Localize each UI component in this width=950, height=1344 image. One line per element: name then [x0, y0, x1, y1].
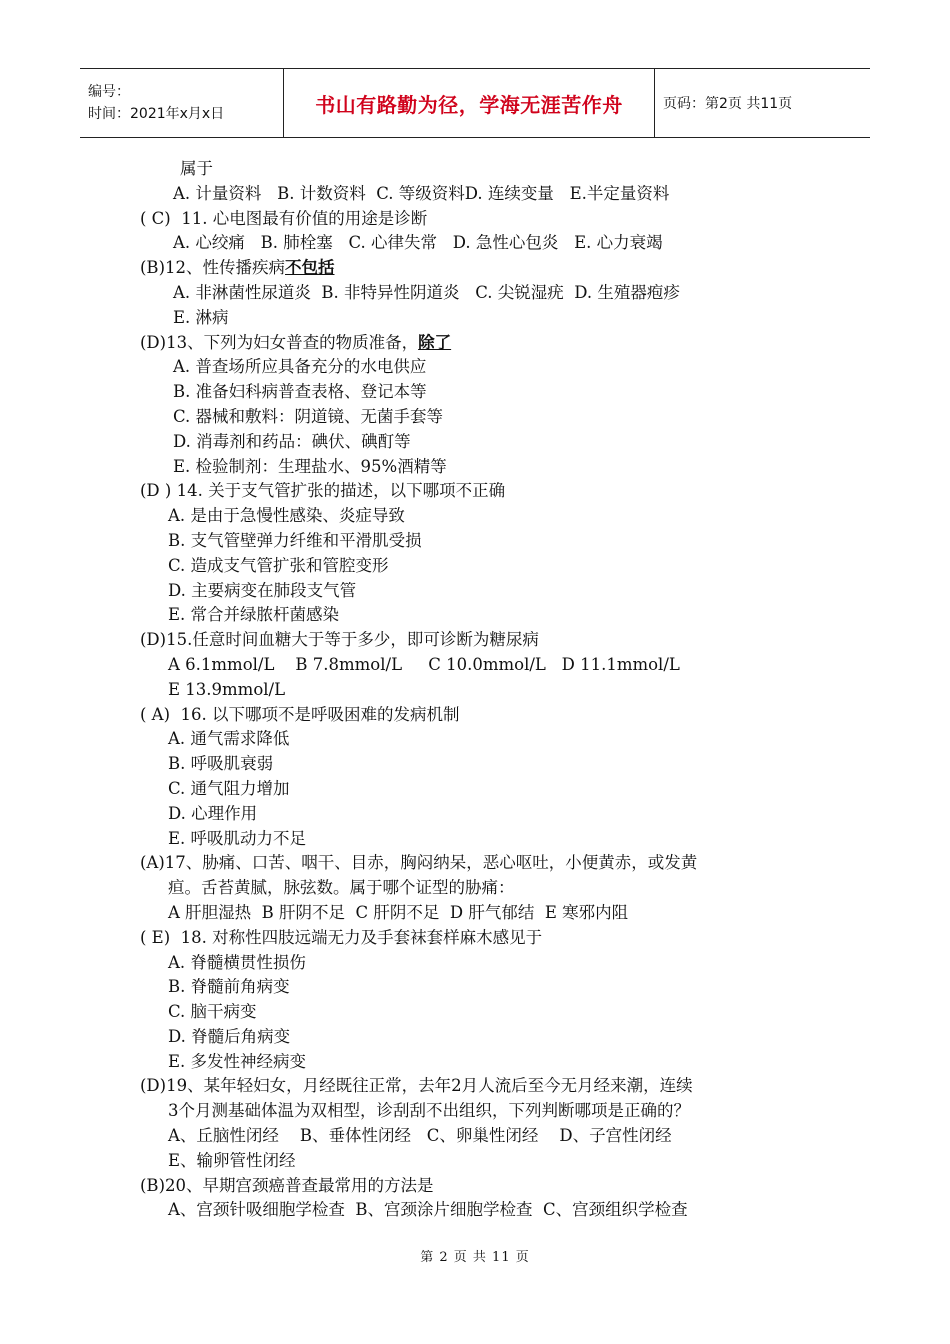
question-line [140, 851, 830, 876]
option-line [140, 529, 830, 554]
line-text: A. 是由于急慢性感染、炎症导致 [168, 506, 405, 526]
line-text: A 6.1mmol/L B 7.8mmol/L C 10.0mmol/L D 11.1mmol/L [168, 654, 680, 674]
line-text: D. 心理作用 [168, 803, 258, 823]
line-text: (B)20、早期宫颈癌普查最常用的方法是 [140, 1175, 434, 1195]
line-text: A 肝胆湿热 B 肝阴不足 C 肝阴不足 D 肝气郁结 E 寒邪内阻 [168, 902, 629, 922]
question-line [140, 479, 830, 504]
question-line [140, 331, 830, 356]
line-text: 疸。舌苔黄腻，脉弦数。属于哪个证型的胁痛： [168, 878, 515, 898]
option-line [140, 777, 830, 802]
option-line [140, 1050, 830, 1075]
emphasis-text: 不包括 [285, 258, 335, 278]
line-text: (D)13、下列为妇女普查的物质准备， [140, 332, 419, 352]
option-line [140, 1149, 830, 1174]
line-text: A. 非淋菌性尿道炎 B. 非特异性阴道炎 C. 尖锐湿疣 D. 生殖器疱疹 [173, 282, 680, 302]
header-motto-cell [283, 69, 655, 137]
line-text: A. 脊髓横贯性损伤 [168, 952, 306, 972]
line-text: A. 心绞痛 B. 肺栓塞 C. 心律失常 D. 急性心包炎 E. 心力衰竭 [173, 233, 663, 253]
line-text: C. 脑干病变 [168, 1002, 257, 1022]
option-line [140, 802, 830, 827]
option-line [140, 306, 830, 331]
question-line [140, 256, 830, 281]
option-line [140, 678, 830, 703]
line-text: ( C) 11. 心电图最有价值的用途是诊断 [140, 208, 428, 228]
line-text: E. 常合并绿脓杆菌感染 [168, 605, 340, 625]
header-motto: 书山有路勤为径，学海无涯苦作舟 [315, 92, 623, 117]
option-line [140, 727, 830, 752]
option-line [140, 504, 830, 529]
question-line [140, 1174, 830, 1199]
document-time-label: 时间：2021年x月x日 [88, 106, 225, 122]
line-text: B. 脊髓前角病变 [168, 977, 290, 997]
emphasis-text: 除了 [418, 332, 452, 352]
line-text: A. 计量资料 B. 计数资料 C. 等级资料D. 连续变量 E.半定量资料 [173, 183, 670, 203]
line-text: ( A) 16. 以下哪项不是呼吸困难的发病机制 [140, 704, 460, 724]
line-text: D. 主要病变在肺段支气管 [168, 580, 357, 600]
line-text: A. 通气需求降低 [168, 729, 290, 749]
line-text: B. 支气管壁弹力纤维和平滑肌受损 [168, 530, 422, 550]
line-text: D. 脊髓后角病变 [168, 1026, 291, 1046]
question-line [140, 207, 830, 232]
header-meta [80, 69, 283, 137]
line-text: C. 造成支气管扩张和管腔变形 [168, 555, 389, 575]
option-line [140, 975, 830, 1000]
option-line [140, 827, 830, 852]
option-line [140, 1198, 830, 1223]
option-line [140, 876, 830, 901]
line-text: D. 消毒剂和药品：碘伏、碘酊等 [173, 431, 411, 451]
line-text: A、宫颈针吸细胞学检查 B、宫颈涂片细胞学检查 C、宫颈组织学检查 [168, 1200, 688, 1220]
question-line [140, 1074, 830, 1099]
line-text: (D)15.任意时间血糖大于等于多少，即可诊断为糖尿病 [140, 630, 539, 650]
line-text: B. 准备妇科病普查表格、登记本等 [173, 382, 427, 402]
option-line [140, 901, 830, 926]
option-line [140, 157, 830, 182]
line-text: E. 多发性神经病变 [168, 1051, 307, 1071]
option-line [140, 1025, 830, 1050]
header-page-cell [655, 69, 870, 137]
option-line [140, 455, 830, 480]
page-header [80, 68, 870, 138]
option-line [140, 1099, 830, 1124]
line-text: 3个月测基础体温为双相型，诊刮刮不出组织，下列判断哪项是正确的？ [168, 1101, 690, 1121]
line-text: E. 呼吸肌动力不足 [168, 828, 307, 848]
option-line [140, 281, 830, 306]
question-line [140, 926, 830, 951]
line-text: 属于 [180, 159, 213, 178]
option-line [140, 653, 830, 678]
line-text: ( E) 18. 对称性四肢远端无力及手套袜套样麻木感见于 [140, 927, 543, 947]
option-line [140, 554, 830, 579]
line-text: C. 器械和敷料：阴道镜、无菌手套等 [173, 406, 444, 426]
exam-questions [140, 157, 830, 1223]
option-line [140, 1000, 830, 1025]
option-line [140, 182, 830, 207]
line-text: A、丘脑性闭经 B、垂体性闭经 C、卵巢性闭经 D、子宫性闭经 [168, 1126, 672, 1146]
line-text: (D ) 14. 关于支气管扩张的描述，以下哪项不正确 [140, 481, 506, 501]
option-line [140, 579, 830, 604]
line-text: (D)19、某年轻妇女，月经既往正常，去年2月人流后至今无月经来潮，连续 [140, 1076, 693, 1096]
option-line [140, 752, 830, 777]
line-text: (B)12、性传播疾病 [140, 258, 285, 278]
option-line [140, 231, 830, 256]
page-footer: 第 2 页 共 11 页 [420, 1250, 530, 1265]
option-line [140, 430, 830, 455]
line-text: B. 呼吸肌衰弱 [168, 754, 274, 774]
line-text: E、输卵管性闭经 [168, 1150, 296, 1170]
question-line [140, 628, 830, 653]
line-text: E 13.9mmol/L [168, 679, 286, 699]
line-text: A. 普查场所应具备充分的水电供应 [173, 357, 427, 377]
option-line [140, 355, 830, 380]
line-text: E. 检验制剂：生理盐水、95%酒精等 [173, 456, 447, 476]
header-page-number: 页码：第2页 共11页 [663, 96, 793, 112]
line-text: C. 通气阻力增加 [168, 778, 290, 798]
option-line [140, 405, 830, 430]
option-line [140, 951, 830, 976]
option-line [140, 380, 830, 405]
option-line [140, 1124, 830, 1149]
question-line [140, 703, 830, 728]
line-text: E. 淋病 [173, 307, 229, 327]
option-line [140, 603, 830, 628]
document-number-label: 编号： [88, 84, 130, 100]
line-text: (A)17、胁痛、口苦、咽干、目赤，胸闷纳呆，恶心呕吐，小便黄赤，或发黄 [140, 853, 698, 873]
